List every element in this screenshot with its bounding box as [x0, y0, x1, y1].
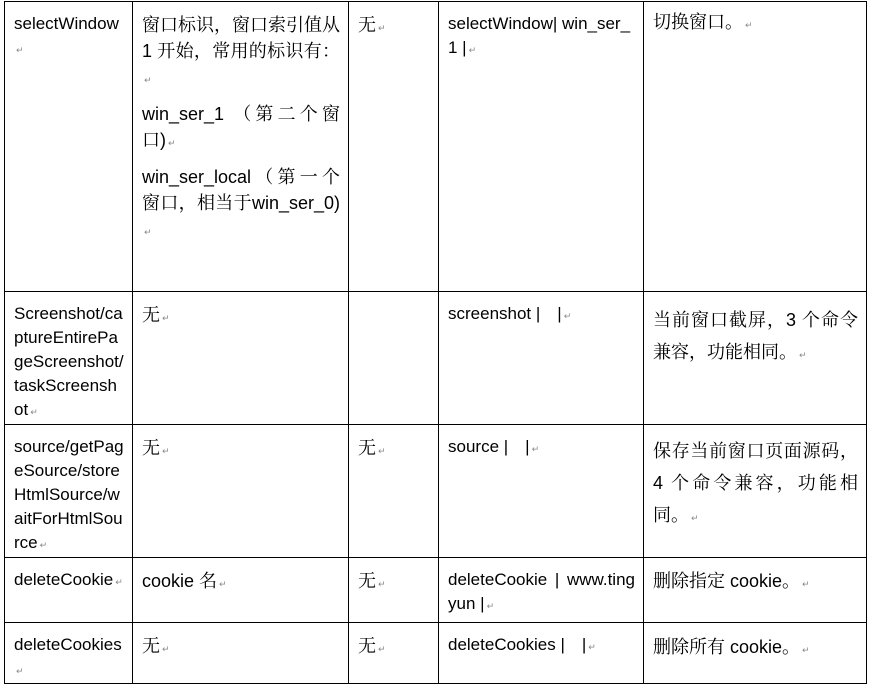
- example-cell: [439, 558, 644, 623]
- target-cell: [133, 623, 349, 684]
- table-row: [5, 623, 867, 684]
- example-text: deleteCookies | | ↵: [448, 635, 596, 654]
- target-text: win_ser_local（第一个窗口，相当于win_ser_0) ↵: [142, 164, 340, 245]
- table-row: [5, 292, 867, 425]
- description-text: 删除指定 cookie。 ↵: [653, 571, 810, 591]
- target-text: 无 ↵: [142, 438, 170, 458]
- example-text: screenshot | | ↵: [448, 304, 571, 323]
- command-table: [4, 1, 867, 684]
- example-text: deleteCookie | www.tingyun | ↵: [448, 570, 635, 613]
- command-text: deleteCookie ↵: [14, 570, 123, 589]
- target-cell: [133, 425, 349, 558]
- value-cell: [349, 558, 439, 623]
- command-cell: [5, 623, 133, 684]
- value-cell: [349, 425, 439, 558]
- value-cell: [349, 2, 439, 292]
- value-text: 无 ↵: [358, 636, 386, 656]
- description-text: 当前窗口截屏，3 个命令兼容，功能相同。 ↵: [653, 310, 858, 362]
- example-cell: [439, 292, 644, 425]
- table-row: [5, 2, 867, 292]
- description-text: 删除所有 cookie。 ↵: [653, 637, 810, 657]
- command-text: source/getPageSource/storeHtmlSource/waitForHtmlSource ↵: [14, 437, 124, 552]
- example-text: source | | ↵: [448, 437, 539, 456]
- description-cell: [644, 623, 867, 684]
- description-cell: [644, 558, 867, 623]
- target-cell: [133, 292, 349, 425]
- target-cell: [133, 2, 349, 292]
- example-cell: [439, 623, 644, 684]
- description-cell: [644, 2, 867, 292]
- value-text: 无 ↵: [358, 571, 386, 591]
- table-row: [5, 425, 867, 558]
- description-text: 保存当前窗口页面源码，4 个命令兼容，功能相同。 ↵: [653, 441, 858, 525]
- value-text: 无 ↵: [358, 438, 386, 458]
- command-text: selectWindow ↵: [14, 14, 119, 57]
- value-cell: [349, 623, 439, 684]
- description-text: 切换窗口。 ↵: [653, 12, 753, 32]
- target-text: 窗口标识，窗口索引值从 1 开始，常用的标识有： ↵: [142, 12, 340, 93]
- command-cell: [5, 558, 133, 623]
- target-text: win_ser_1 （第二个窗口) ↵: [142, 101, 340, 156]
- command-cell: [5, 2, 133, 292]
- target-cell: [133, 558, 349, 623]
- example-cell: [439, 2, 644, 292]
- value-text: 无 ↵: [358, 15, 386, 35]
- description-cell: [644, 292, 867, 425]
- example-text: selectWindow| win_ser_1 | ↵: [448, 14, 630, 57]
- target-text: cookie 名 ↵: [142, 571, 227, 591]
- command-cell: [5, 292, 133, 425]
- description-cell: [644, 425, 867, 558]
- value-cell: [349, 292, 439, 425]
- command-text: Screenshot/captureEntirePageScreenshot/taskScreenshot ↵: [14, 304, 124, 419]
- example-cell: [439, 425, 644, 558]
- command-text: deleteCookies ↵: [14, 635, 122, 678]
- command-cell: [5, 425, 133, 558]
- table-row: [5, 558, 867, 623]
- target-text: 无 ↵: [142, 636, 170, 656]
- target-text: 无 ↵: [142, 305, 170, 325]
